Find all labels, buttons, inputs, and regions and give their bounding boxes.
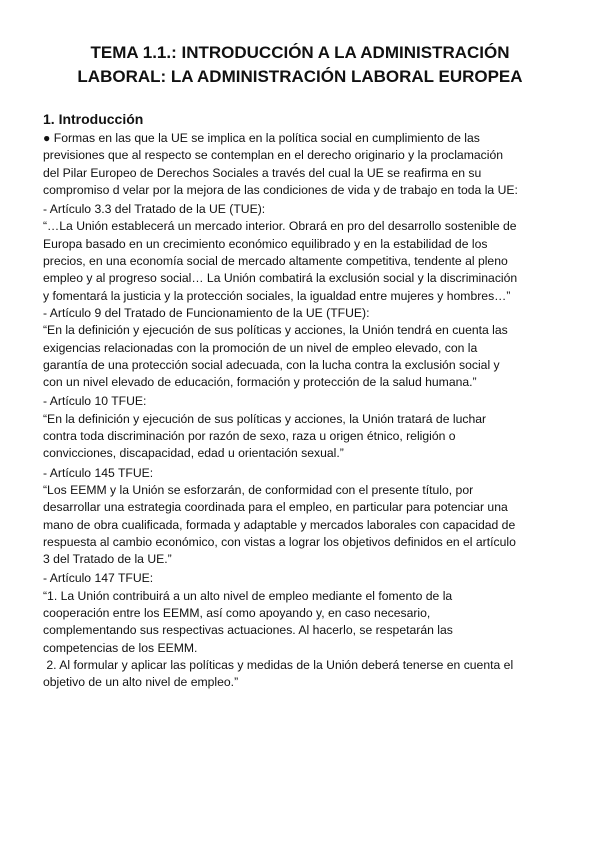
title-line: TEMA 1.1.: INTRODUCCIÓN A LA ADMINISTRACIÓN bbox=[90, 43, 510, 62]
text-line: del Pilar Europeo de Derechos Sociales a través del cual la UE se reafirma en su bbox=[43, 165, 482, 180]
quote-line: garantía de una protección social adecuada, con la lucha contra la exclusión social y bbox=[43, 357, 500, 372]
quote-line: complementando sus respectivas actuaciones. Al hacerlo, se respetarán las bbox=[43, 623, 453, 638]
article-heading: - Artículo 145 TFUE: bbox=[43, 465, 154, 480]
quote-line: “Los EEMM y la Unión se esforzarán, de conformidad con el presente título, por bbox=[43, 482, 474, 497]
quote-line: respuesta al cambio económico, con vistas a lograr los objetivos definidos en el artículo bbox=[43, 534, 516, 549]
quote-line: convicciones, discapacidad, edad u orientación sexual.” bbox=[43, 446, 344, 461]
quote-line: cooperación entre los EEMM, así como apoyando y, en caso necesario, bbox=[43, 606, 431, 621]
article-heading: - Artículo 3.3 del Tratado de la UE (TUE): bbox=[43, 202, 266, 217]
article-block bbox=[43, 201, 563, 305]
article-block bbox=[43, 305, 563, 391]
article-heading: - Artículo 10 TFUE: bbox=[43, 394, 147, 409]
quote-line: desarrollar una estrategia coordinada para el empleo, en particular para potenciar una bbox=[43, 500, 508, 515]
quote-line: exigencias relacionadas con la promoción de un nivel de empleo elevado, con la bbox=[43, 340, 478, 355]
quote-line: “En la definición y ejecución de sus políticas y acciones, la Unión tratará de luchar bbox=[43, 411, 487, 426]
intro-paragraph bbox=[43, 130, 563, 199]
quote-line: “1. La Unión contribuirá a un alto nivel de empleo mediante el fomento de la bbox=[43, 588, 453, 603]
article-block bbox=[43, 570, 563, 691]
quote-line: “En la definición y ejecución de sus políticas y acciones, la Unión tendrá en cuenta las bbox=[43, 323, 508, 338]
quote-line: 2. Al formular y aplicar las políticas y medidas de la Unión deberá tenerse en cuenta el bbox=[43, 657, 514, 672]
article-block bbox=[43, 465, 563, 569]
article-block bbox=[43, 393, 563, 462]
quote-line: Europa basado en un crecimiento económico equilibrado y en la estabilidad de los bbox=[43, 236, 488, 251]
text-line: previsiones que al respecto se contemplan en el derecho originario y la proclamación bbox=[43, 148, 504, 163]
article-heading: - Artículo 9 del Tratado de Funcionamiento de la UE (TFUE): bbox=[43, 305, 370, 320]
text-line: ● Formas en las que la UE se implica en la política social en cumplimiento de las bbox=[43, 131, 480, 145]
article-heading: - Artículo 147 TFUE: bbox=[43, 571, 154, 586]
section-heading: 1. Introducción bbox=[43, 111, 144, 127]
document-body bbox=[43, 130, 563, 692]
quote-line: empleo y al progreso social… La Unión combatirá la exclusión social y la discriminación bbox=[43, 271, 518, 286]
quote-line: 3 del Tratado de la UE.” bbox=[43, 552, 172, 567]
document-title bbox=[30, 41, 570, 89]
title-line: LABORAL: LA ADMINISTRACIÓN LABORAL EUROPEA bbox=[77, 67, 523, 86]
quote-line: “…La Unión establecerá un mercado interior. Obrará en pro del desarrollo sostenible de bbox=[43, 219, 517, 234]
text-line: compromiso d velar por la mejora de las condiciones de vida y de trabajo en toda la UE: bbox=[43, 182, 518, 197]
quote-line: mano de obra cualificada, formada y adaptable y mercados laborales con capacidad de bbox=[43, 517, 516, 532]
quote-line: y fomentará la justicia y la protección sociales, la igualdad entre mujeres y hombres…” bbox=[43, 288, 511, 303]
quote-line: con un nivel elevado de educación, formación y protección de la salud humana.” bbox=[43, 375, 477, 390]
quote-line: objetivo de un alto nivel de empleo.” bbox=[43, 675, 239, 690]
quote-line: competencias de los EEMM. bbox=[43, 640, 198, 655]
quote-line: contra toda discriminación por razón de sexo, raza u origen étnico, religión o bbox=[43, 429, 456, 444]
quote-line: precios, en una economía social de mercado altamente competitiva, tendente al pleno bbox=[43, 254, 508, 269]
